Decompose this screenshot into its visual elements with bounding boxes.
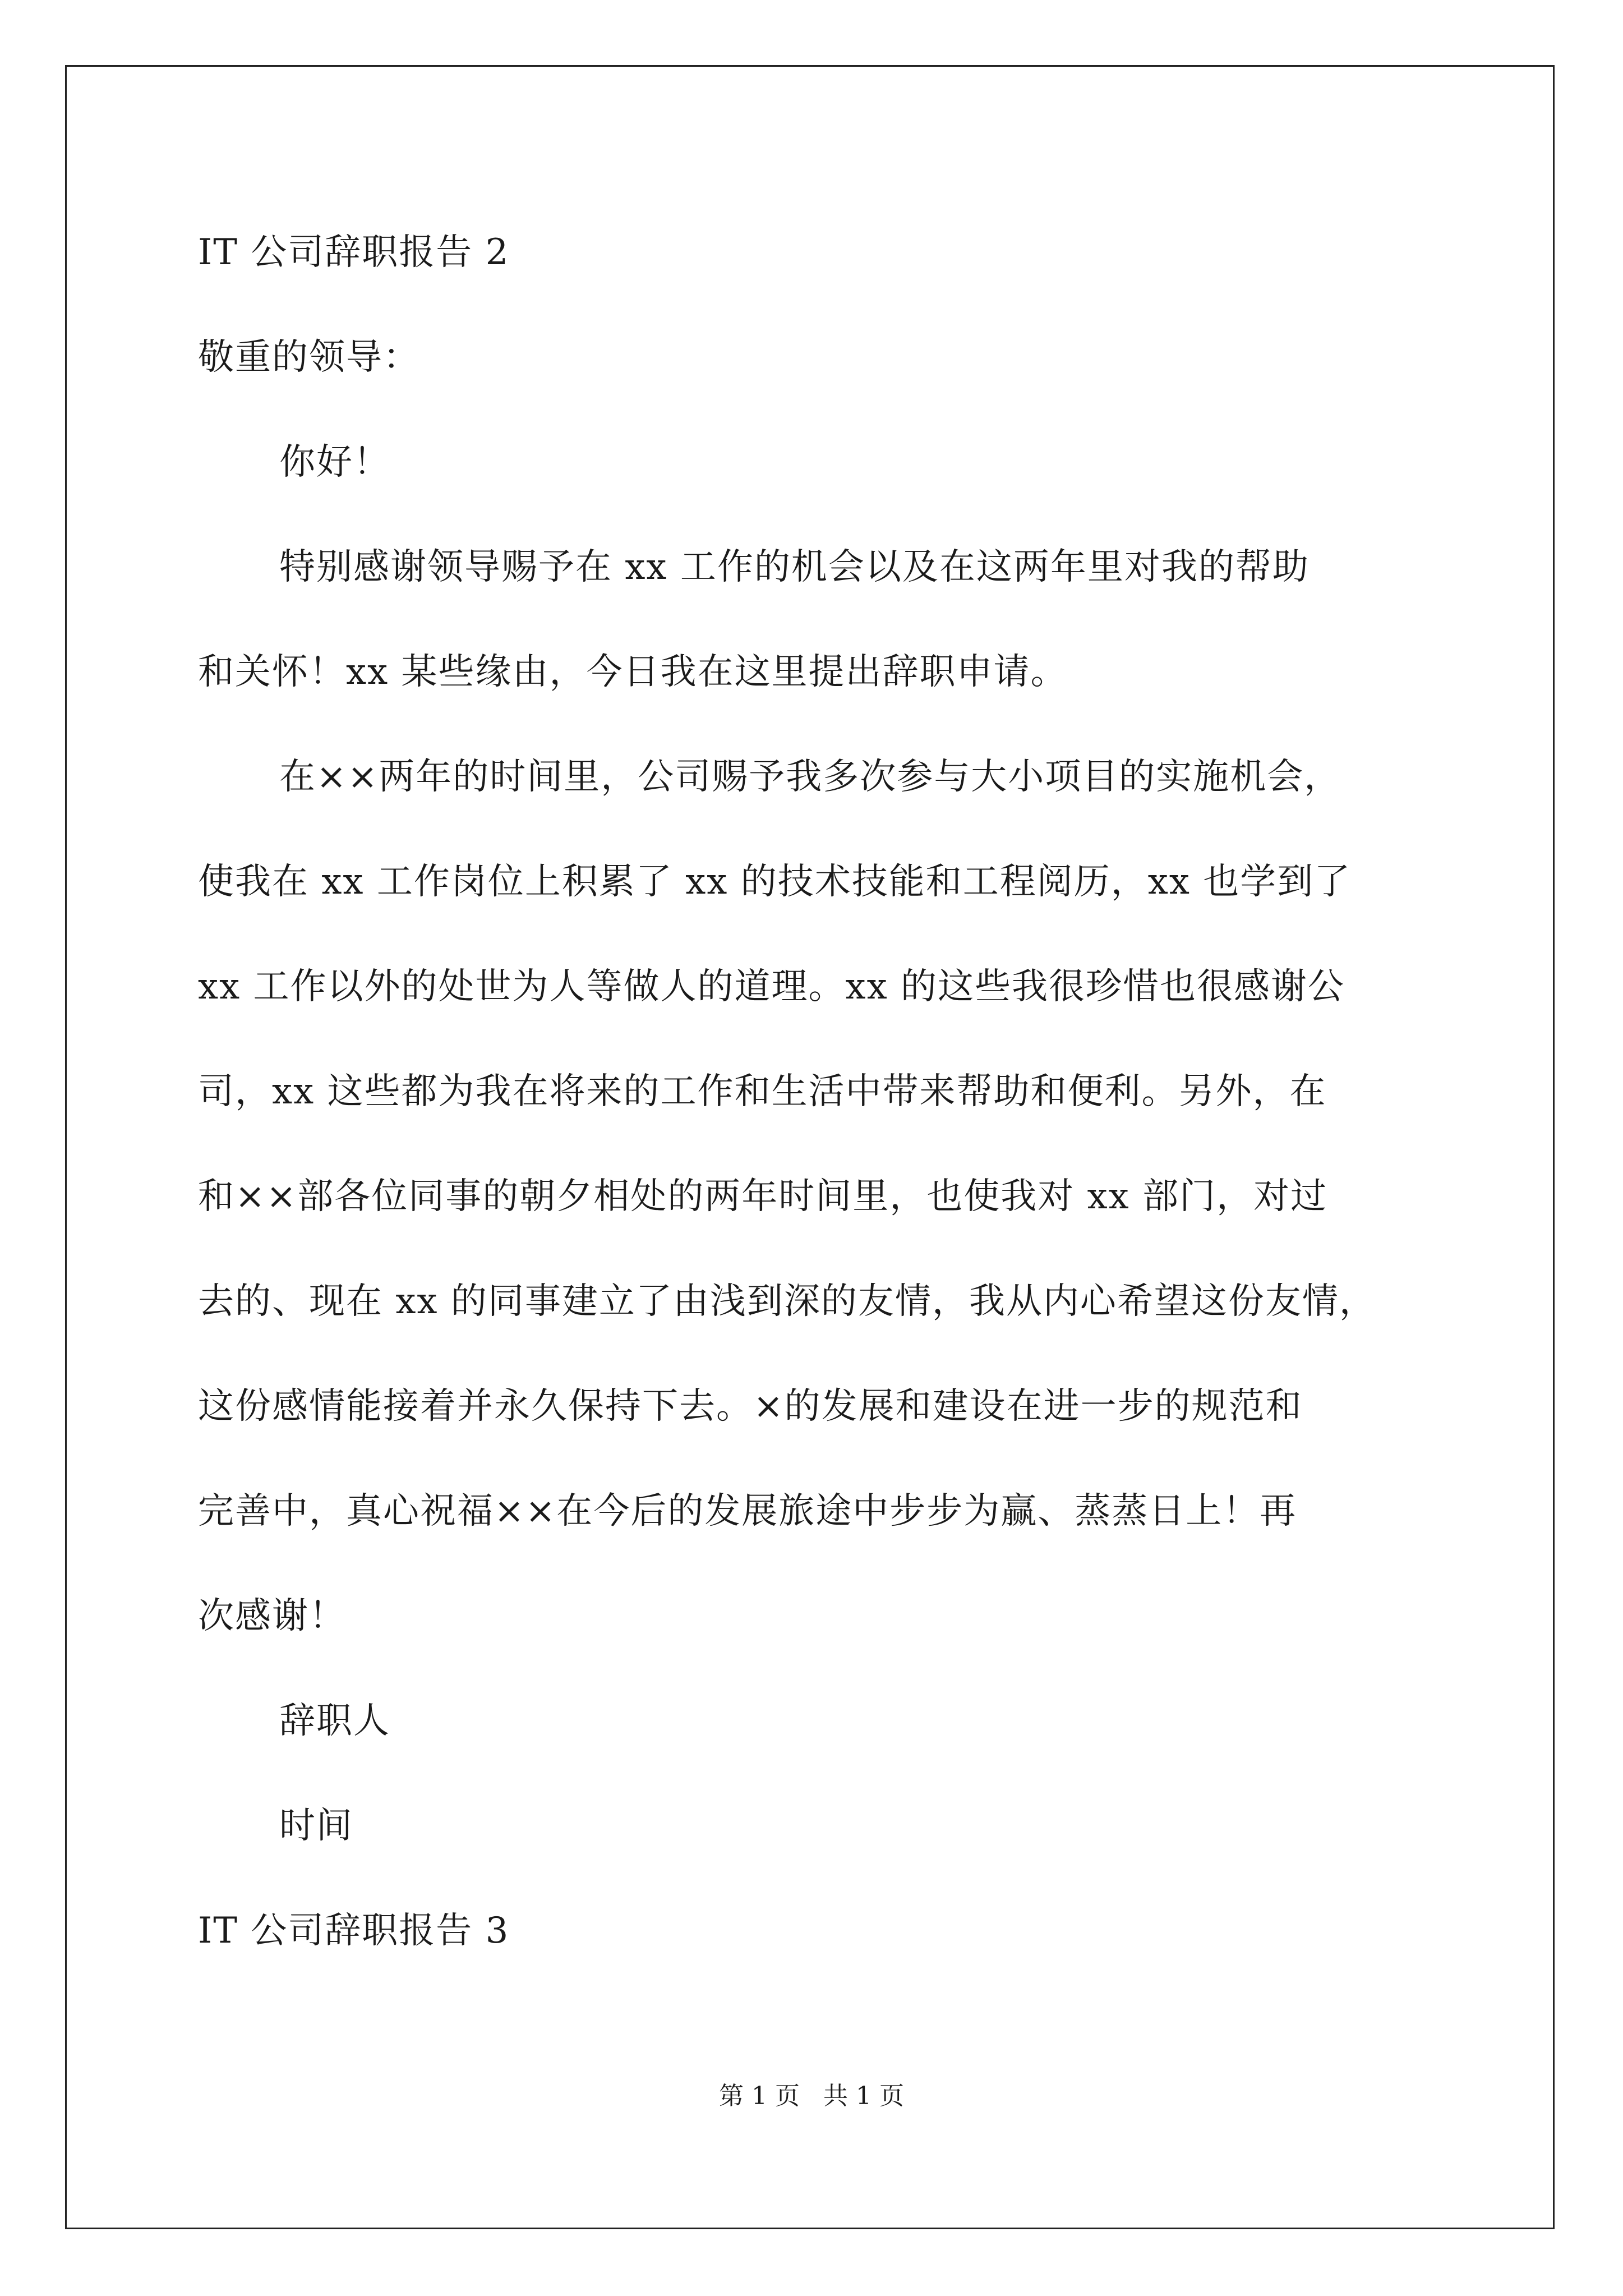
paragraph-line: 和关怀！xx 某些缘由，今日我在这里提出辞职申请。 [198, 651, 1068, 693]
page-total: 共 1 页 [823, 2082, 904, 2110]
time-label: 时间 [279, 1805, 353, 1847]
page-footer [0, 2079, 1623, 2113]
paragraph-line: 使我在 xx 工作岗位上积累了 xx 的技术技能和工程阅历，xx 也学到了 [198, 861, 1352, 903]
next-section-title: IT 公司辞职报告 3 [198, 1910, 510, 1952]
paragraph-line: 次感谢！ [198, 1595, 346, 1637]
signature-label: 辞职人 [279, 1700, 390, 1742]
paragraph-line: 完善中，真心祝福××在今后的发展旅途中步步为赢、蒸蒸日上！再 [198, 1490, 1297, 1532]
paragraph-line: 司，xx 这些都为我在将来的工作和生活中带来帮助和便利。另外，在 [198, 1071, 1327, 1112]
paragraph-line: 特别感谢领导赐予在 xx 工作的机会以及在这两年里对我的帮助 [279, 546, 1310, 588]
paragraph-line: 这份感情能接着并永久保持下去。×的发展和建设在进一步的规范和 [198, 1386, 1303, 1427]
paragraph-line: 和××部各位同事的朝夕相处的两年时间里，也使我对 xx 部门，对过 [198, 1176, 1328, 1217]
page-current: 第 1 页 [719, 2082, 800, 2110]
greeting: 你好！ [279, 441, 390, 483]
page-frame [65, 65, 1555, 2229]
paragraph-line: 去的、现在 xx 的同事建立了由浅到深的友情，我从内心希望这份友情， [198, 1281, 1376, 1322]
paragraph-line: 在××两年的时间里，公司赐予我多次参与大小项目的实施机会， [279, 756, 1341, 798]
paragraph-line: xx 工作以外的处世为人等做人的道理。xx 的这些我很珍惜也很感谢公 [198, 966, 1345, 1007]
section-title: IT 公司辞职报告 2 [198, 232, 510, 273]
salutation: 敬重的领导： [198, 337, 420, 378]
